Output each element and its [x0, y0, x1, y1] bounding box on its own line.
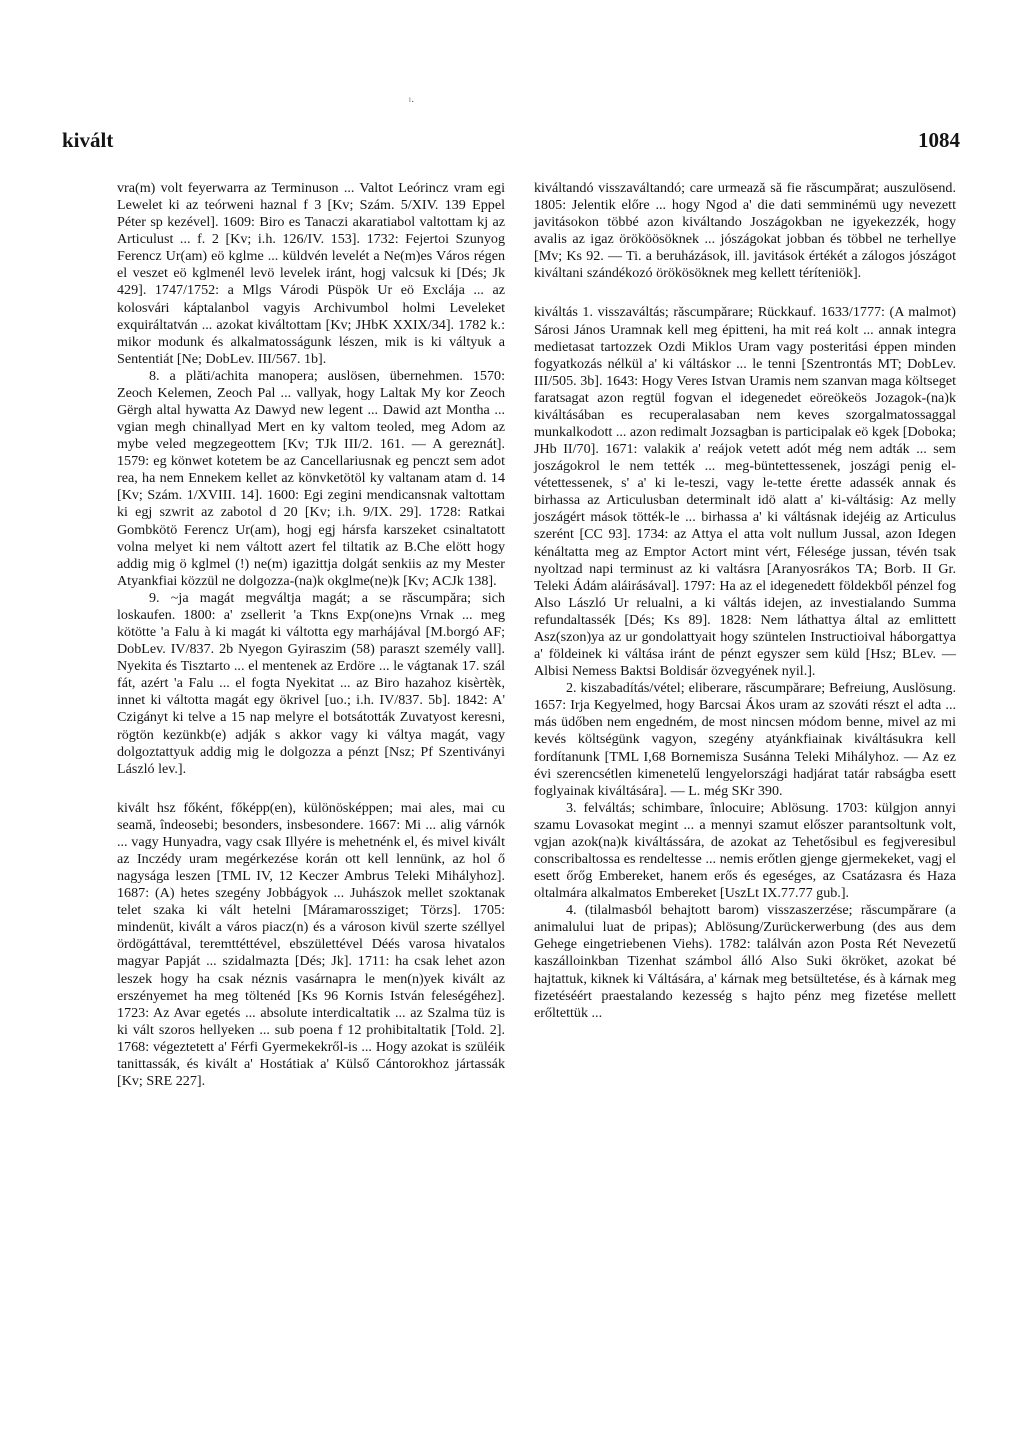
sense-9: 9. ~ja magát megváltja magát; a se răscumpăra; sich loskaufen. 1800: a' zsellerit 'a Tkns Exp(one)ns Vrnak ... meg kötötte 'a Falu à ki magát ki váltotta egy marhájával [M.borgó AF; DobLev. IV/837. 2b Nyegon Gyiraszim (58) paraszt személy vall]. Nyekita és Tisztarto ... el mentenek az Erdöre ... le vágtanak 17. szál fát, azért 'a Falu ... el fogta Nyekitat ... az Biro hazahoz kisèrtèk, innet ki váltotta magát egy ökrivel [uo.; i.h. IV/837. 5b]. 1842: A' Czigányt ki telve a 15 nap melyre el botsátották Zuvatyost keresni, rögtön kezünkb(e) adják s akkor vagy ki váltya magát, vagy dolgoztattyuk addig mig le dolgozza a pénzt [Nsz; Pf Szentiványi László lev.].: [117, 589, 505, 777]
entry-kivaltas-sense-2: 2. kiszabadítás/vétel; eliberare, răscumpărare; Befreiung, Auslösung. 1657: Irja Kegyelmed, hogy Barcsai Ákos uram az szováti részt el adta ... más üdőben nem engedném, de most nincsen módom benne, mivel az mi kevés költségünk vagyon, szegény atyánkfiainak kiváltásukra kell fordítanunk [TML I,68 Bornemisza Susánna Teleki Mihályhoz. — Az ez évi szerencsétlen kimenetelű lengyelországi hadjárat tatár rabságba esett foglyainak kiváltására]. — L. még SKr 390.: [534, 680, 956, 799]
page-number: 1084: [918, 128, 960, 152]
sense-8: 8. a plăti/achita manopera; auslösen, übernehmen. 1570: Zeoch Kelemen, Zeoch Pal ... vallyak, hogy Laltak My kor Zeoch Gërgh altal hywatta Az Dawyd new legent ... Dawid azt Montha ... vgian megh chinallyad Mert en ky valtom teoled, meg Adom az mybe veled megzegeottem [Kv; TJk III/2. 161. — A gereznát]. 1579: eg könwet kotetem be az Cancellariusnak eg penczt sem adot rea, ha nem Ennekem kellet az könvketötöl ky valtanam atam d. 14 [Kv; Szám. 1/XVIII. 14]. 1600: Egi zegini mendicansnak valtottam ki egj szwrit az zabotol d 20 [Kv; i.h. 9/IX. 29]. 1728: Ratkai Gombkötö Ferencz Ur(am), hogj egj hársfa karszeket csinaltatott volna melyet ki nem váltott azert fel tiltatik az B.Che elött hogy addig mig ö kglmel (!) ne(m) igazittja dolgát senkiis az my Mester Atyankfiai közzül ne dolgozza-(na)k okglme(ne)k [Kv; ACJk 138].: [117, 367, 505, 589]
entry-kivalt-hsz: kivált hsz főként, főképp(en), különösképpen; mai ales, mai cu seamă, îndeosebi; besonders, insbesondere. 1667: Mi ... alig várnók ... vagy Hunyadra, vagy csak Illyére is mehetnénk el, és mivel kivált az Inczédy uram megérkezése korán ott kell lennünk, az hol ő nagysága leszen [TML IV, 12 Keczer Ambrus Teleki Mihályhoz]. 1687: (A) hetes szegény Jobbágyok ... Juhászok mellet szoktanak telet szaka ki vált hetelni [Máramarossziget; Törzs]. 1705: mindenüt, kivált a város piacz(n) és a városon kivül szerte széllyel ördögáttával, teremttéttével, ebszülettével Déés varosa hivatalos magyar Papját ... szidalmazta [Dés; Jk]. 1711: ha csak lehet azon leszek hogy ha csak néznis vasárnapra le men(n)yek kivált az erszényemet ha meg töltenéd [Ks 96 Kornis István feleségéhez]. 1723: Az Avar egetés ... absolute interdicaltatik ... az Szalma tüz is ki vált szoros hellyeken ... sub poena f 12 prohibitaltatik [Told. 2]. 1768: végeztetett a' Férfi Gyermekekről-is ... Hogy azokat is szüléik tanittassák, és kivált a' Hostátiak a' Külső Cántorokhoz jártassák [Kv; SRE 227].: [117, 799, 505, 1089]
entry-kivaltando: kiváltandó visszaváltandó; care urmează să fie răscumpărat; auszulösend. 1805: Jelentik előre ... hogy Ngod a' die dati semminémü ugy nevezett javitásokon többé azon kiváltando Joszágokban ne igyekezzék, hogy avalis az igaz örököösöknek ... jószágokat jobban és többel ne terhellye [Mv; Ks 92. — Ti. a beruházások, ill. javitások értékét a zálogos jószágot kiváltani szándékozó örökösöknek meg kellett téríteniök].: [534, 180, 956, 282]
right-column: [534, 180, 956, 1022]
scan-mark: ˡ·: [409, 96, 415, 108]
entry-kivaltas-sense-1: kiváltás 1. visszaváltás; răscumpărare; Rückkauf. 1633/1777: (A malmot) Sárosi János Uramnak kell meg épitteni, ha mit reá kolt ... annak integra medietasat tartozzek Ozdi Miklos Uram vagy posteritási éppen minden fogyatkozás nélkül a' ki váltáskor ... le tenni [Szentrontás MT; DobLev. III/505. 3b]. 1643: Hogy Veres Istvan Uramis nem szanvan maga költseget faratsagat azon regtül fogvan el idegenedet eöreökeös Jozagok-(na)k kiváltásában es recuperalasaban nem keves szorgalmatossaggal munkalkodott ... azon redimalt Jozsagban is participalak eö kgek [Doboka; JHb II/70]. 1671: valakik a' reájok vetett adót még nem adták ... sem joszágokrol le nem tették ... meg-büntettessenek, joszági penig el-vétettessenek, s' a' ki le-teszi, vagy le-tette érette adassék annak és birhassa az Articulusban determinalt idö alatt a' ki-váltásig: Az melly joszágért mások tötték-le ... birhassa a' ki váltásnak idejéig az Articulus szerént [CC 93]. 1734: az Attya el atta volt nullum Jussal, azon Idegen kénáltatta meg az Emptor Actort mint vért, Félesége jussan, tévén tsak nyoltzad napi terminust az ki valtásra [Aranyosrákos TA; Borb. II Gr. Teleki Ádám aláirásával]. 1797: Ha az el idegenedett földekből pénzel fog Also László Ur relualni, a ki váltás idejen, az investialando Summa refundaltassék [Dés; Ks 89]. 1828: Nem láthattya által az emlittett Asz(szon)ya az ur gondolattyait hogy szüntelen Instructioival háborgattya a' földeinek ki váltása iránt de pénzt egyszer sem küld [Hsz; BLev. — Albisi Nemess Baktsi Boldisár özvegyének nyil.].: [534, 304, 956, 680]
entry-kivaltas-sense-3: 3. felváltás; schimbare, înlocuire; Ablösung. 1703: külgjon annyi szamu Lovasokat megint ... a mennyi szamut előszer parantsoltunk volt, vgjan azok(na)k kiváltássára, de azokat az Tehetősibul es fegjveresibul conscribaltossa es rendeltesse ... nemis erőtlen gjenge gjermekeket, vagj el esett őrőg Embereket, hanem erős és egeséges, az Csatázasra és Haza oltalmára alkalmatos Embereket [UszLt IX.77.77 gub.].: [534, 799, 956, 902]
entry-continuation: vra(m) volt feyerwarra az Terminuson ... Valtot Leórincz vram egi Lewelet ki az teórweni haznal f 3 [Kv; Szám. 5/XIV. 139 Eppel Péter sp kezével]. 1609: Biro es Tanaczi akaratiabol valtottam kj az Articulust ... f. 2 [Kv; i.h. 126/IV. 153]. 1732: Fejertoi Szunyog Ferencz Ur(am) eö kglme ... küldvén levelét a Ne(m)es Város régen el veszet eö kglmenél levö levelek iránt, hogj valcsuk ki [Dés; Jk 429]. 1747/1752: a Mlgs Várodi Püspök Ur eö Exclája ... az kolosvári káptalanbol vagyis Archivumbol holmi Leveleket exquiráltatván ... azokat kiváltottam [Kv; JHbK XXIX/34]. 1782 k.: mikor modunk és alkalmatosságunk lészen, mik is ki váltyuk a Sententiát [Ne; DobLev. III/567. 1b].: [117, 180, 505, 367]
running-head-headword: kivált: [62, 128, 114, 152]
left-column: [117, 180, 505, 1090]
entry-kivaltas-sense-4: 4. (tilalmasból behajtott barom) visszaszerzése; răscumpărare (a animalului luat de pripas); Ablösung/Zurückerwerbung (des aus dem Gehege eingetriebenen Viehs). 1782: találván azon Posta Rét Nevezetű kaszálloinkban Tizenhat számbol álló Also Suki ökröket, azokat bé hajtattuk, kiknek ki Váltására, a' kárnak meg betsültetése, és à kárnak meg fizetéséért praestalando kezesség s hajto pénz meg fizetése mellett erőltettük ...: [534, 902, 956, 1021]
